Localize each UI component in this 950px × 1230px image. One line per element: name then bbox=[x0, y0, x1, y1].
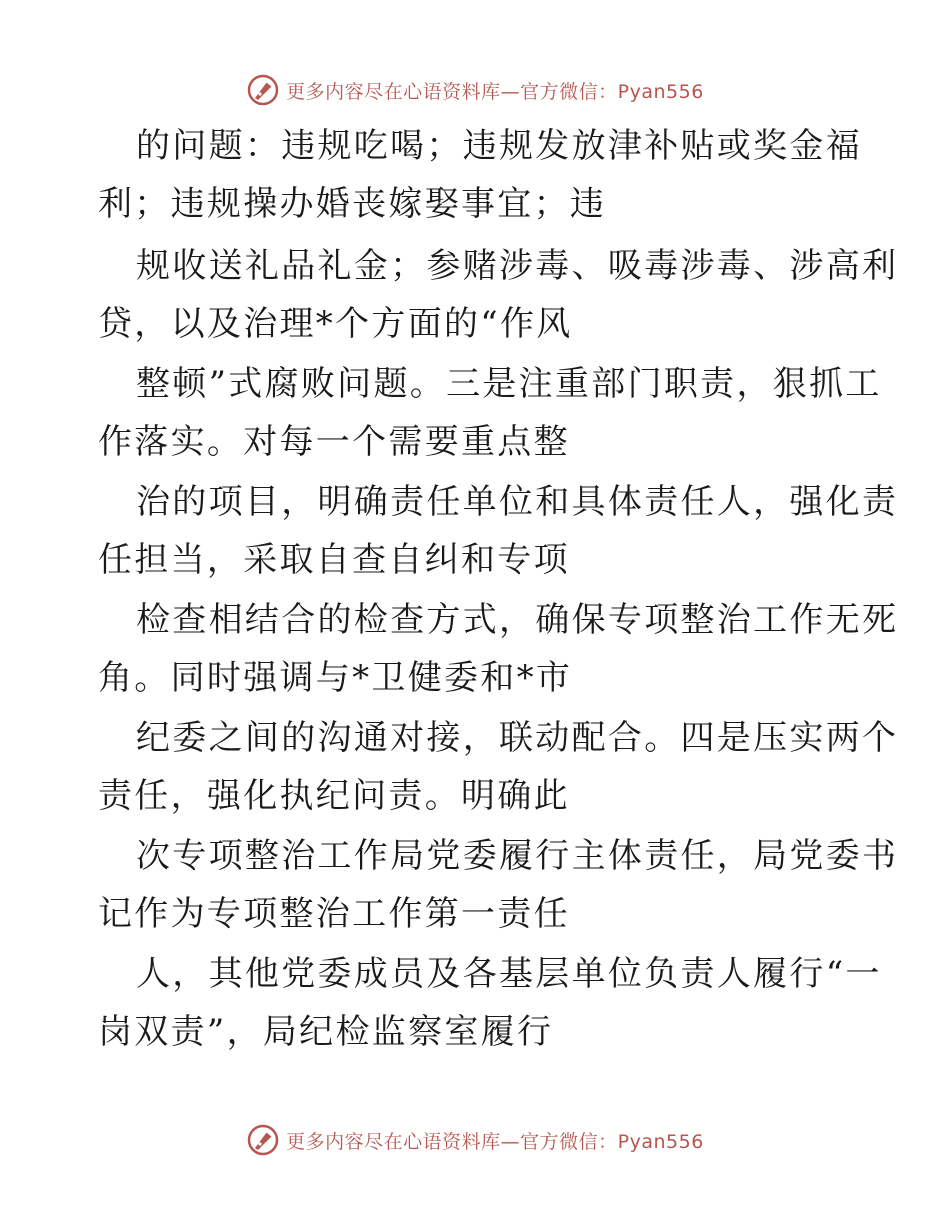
body-line: 规收送礼品礼金；参赌涉毒、吸毒涉毒、涉高利 bbox=[136, 246, 899, 286]
body-line: 贷，以及治理*个方面的“作风 bbox=[98, 304, 573, 344]
body-line: 岗双责”，局纪检监察室履行 bbox=[98, 1012, 554, 1052]
body-line: 检查相结合的检查方式，确保专项整治工作无死 bbox=[136, 600, 899, 640]
pen-nib-logo-icon bbox=[246, 1123, 280, 1157]
body-line: 作落实。对每一个需要重点整 bbox=[98, 422, 570, 462]
body-line: 任担当，采取自查自纠和专项 bbox=[98, 540, 570, 580]
body-line: 的问题：违规吃喝；违规发放津补贴或奖金福 bbox=[136, 126, 862, 166]
pen-nib-logo-icon bbox=[246, 73, 280, 107]
body-line: 次专项整治工作局党委履行主体责任，局党委书 bbox=[136, 836, 899, 876]
body-line: 治的项目，明确责任单位和具体责任人，强化责 bbox=[136, 482, 899, 522]
body-line: 责任，强化执纪问责。明确此 bbox=[98, 776, 570, 816]
body-line: 人，其他党委成员及各基层单位负责人履行“一 bbox=[136, 954, 882, 994]
body-line: 记作为专项整治工作第一责任 bbox=[98, 894, 570, 934]
body-line: 整顿”式腐败问题。三是注重部门职责，狠抓工 bbox=[136, 364, 882, 404]
body-line: 利；违规操办婚丧嫁娶事宜；违 bbox=[98, 184, 607, 224]
watermark-text: 更多内容尽在心语资料库—官方微信：Pyan556 bbox=[286, 1130, 704, 1153]
footer-watermark bbox=[0, 1120, 950, 1160]
body-line: 纪委之间的沟通对接，联动配合。四是压实两个 bbox=[136, 718, 899, 758]
header-watermark bbox=[0, 70, 950, 110]
watermark-text: 更多内容尽在心语资料库—官方微信：Pyan556 bbox=[286, 80, 704, 103]
body-line: 角。同时强调与*卫健委和*市 bbox=[98, 658, 573, 698]
